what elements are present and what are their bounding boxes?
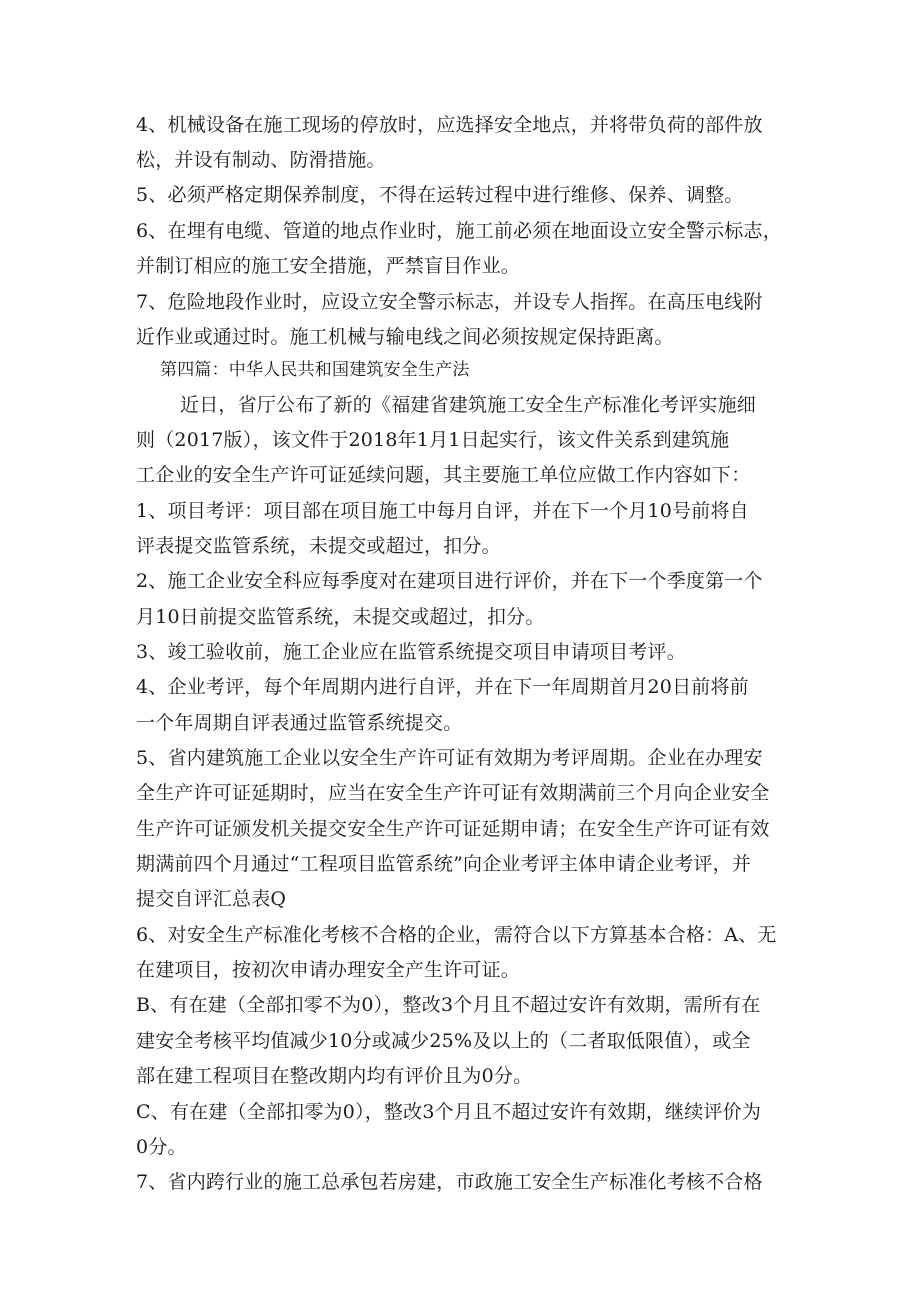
text-line: 7、危险地段作业时，应设立安全警示标志，并设专人指挥。在高压电线附 <box>136 291 763 313</box>
text-line: 4、机械设备在施工现场的停放时，应选择安全地点，并将带负荷的部件放 <box>136 114 763 136</box>
text-line: 近作业或通过时。施工机械与输电线之间必须按规定保持距离。 <box>136 326 674 348</box>
text-line: 建安全考核平均值减少10分或减少25%及以上的（二者取低限值），或全 <box>136 1030 751 1052</box>
text-line: 近日，省厅公布了新的《福建省建筑施工安全生产标准化考评实施细 <box>180 394 757 416</box>
text-line: 1、项目考评：项目部在项目施工中每月自评，并在下一个月10号前将自 <box>136 500 749 522</box>
text-line: 全生产许可证延期时，应当在安全生产许可证有效期满前三个月向企业安全 <box>136 782 770 804</box>
text-line: 在建项目，按初次申请办理安全产生许可证。 <box>136 959 521 981</box>
text-line: 月10日前提交监管系统，未提交或超过，扣分。 <box>136 606 545 628</box>
section-heading: 第四篇：中华人民共和国建筑安全生产法 <box>160 360 470 380</box>
text-line: 评表提交监管系统，未提交或超过，扣分。 <box>136 535 501 557</box>
text-line: 一个年周期自评表通过监管系统提交。 <box>136 712 463 734</box>
text-line: C、有在建（全部扣零为0），整改3个月且不超过安许有效期，继续评价为 <box>136 1101 762 1123</box>
text-line: 6、对安全生产标准化考核不合格的企业，需符合以下方算基本合格：A、无 <box>136 924 777 946</box>
text-line: 生产许可证颁发机关提交安全生产许可证延期申请；在安全生产许可证有效 <box>136 818 770 840</box>
text-line: 3、竣工验收前，施工企业应在监管系统提交项目申请项目考评。 <box>136 641 686 663</box>
text-line: 5、省内建筑施工企业以安全生产许可证有效期为考评周期。企业在办理安 <box>136 747 763 769</box>
text-line: 期满前四个月通过“工程项目监管系统”向企业考评主体申请企业考评，并 <box>136 853 752 875</box>
text-line: 工企业的安全生产许可证延续问题，其主要施工单位应做工作内容如下： <box>136 464 751 486</box>
text-line: 则（2017版），该文件于2018年1月1日起实行，该文件关系到建筑施 <box>136 429 730 451</box>
text-line: 提交自评汇总表Q <box>136 888 287 910</box>
text-line: 7、省内跨行业的施工总承包若房建，市政施工安全生产标准化考核不合格 <box>136 1171 763 1193</box>
text-line: 并制订相应的施工安全措施，严禁盲目作业。 <box>136 255 521 277</box>
text-line: 5、必须严格定期保养制度，不得在运转过程中进行维修、保养、调整。 <box>136 184 744 206</box>
text-line: 4、企业考评，每个年周期内进行自评，并在下一年周期首月20日前将前 <box>136 676 749 698</box>
text-line: B、有在建（全部扣零不为0），整改3个月且不超过安许有效期，需所有在 <box>136 994 761 1016</box>
text-line: 0分。 <box>136 1136 187 1158</box>
text-line: 2、施工企业安全科应每季度对在建项目进行评价，并在下一个季度第一个 <box>136 570 763 592</box>
text-line: 6、在埋有电缆、管道的地点作业时，施工前必须在地面设立安全警示标志， <box>136 220 782 242</box>
text-line: 部在建工程项目在整改期内均有评价且为0分。 <box>136 1065 533 1087</box>
text-line: 松，并设有制动、防滑措施。 <box>136 149 386 171</box>
